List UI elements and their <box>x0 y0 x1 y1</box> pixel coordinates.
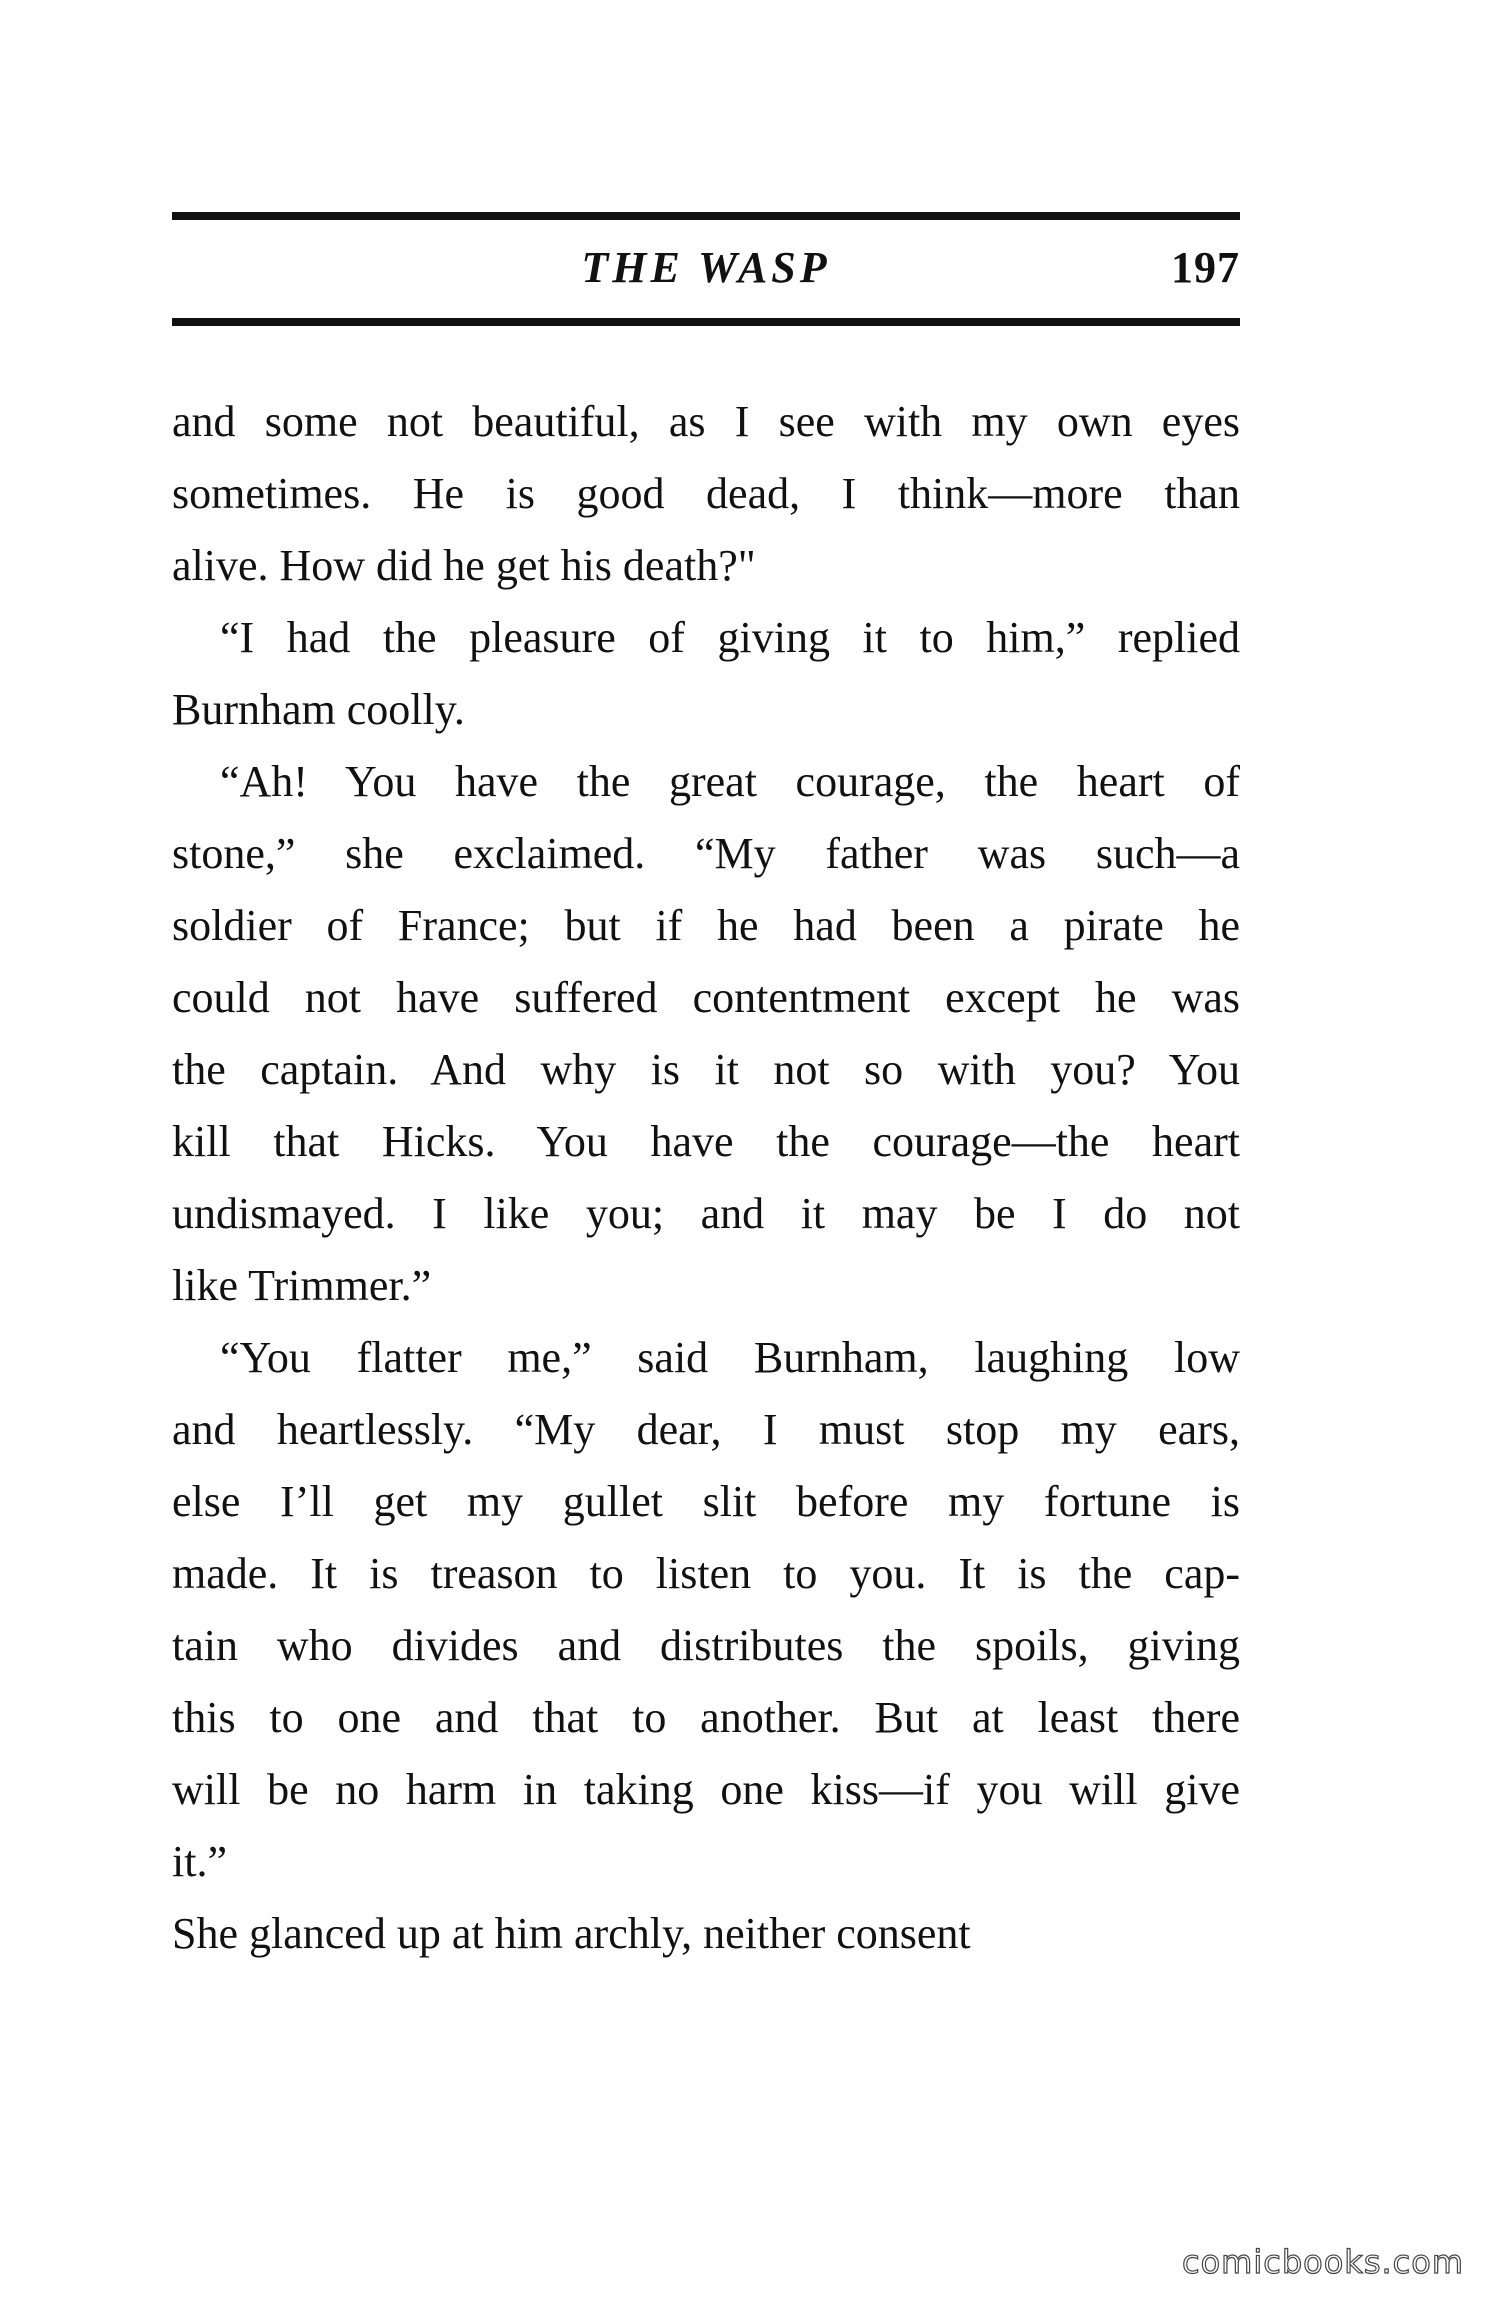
text-line: “You flatter me,” said Burnham, laughing low <box>220 1333 1240 1382</box>
text-line: sometimes. He is good dead, I think—more than <box>172 469 1240 518</box>
text-line: “I had the pleasure of giving it to him,” replied <box>220 613 1240 662</box>
running-head <box>172 236 1240 300</box>
text-line: could not have suffered contentment except he was <box>172 973 1240 1022</box>
text-line: alive. How did he get his death?" <box>172 541 756 590</box>
text-line: stone,” she exclaimed. “My father was such—a <box>172 829 1240 878</box>
body-text <box>172 386 1240 1970</box>
text-line: She glanced up at him archly, neither consent <box>172 1909 971 1958</box>
header-rule-bottom <box>172 318 1240 326</box>
text-line: made. It is treason to listen to you. It is the cap- <box>172 1549 1240 1598</box>
text-line: Burnham coolly. <box>172 685 465 734</box>
text-line: the captain. And why is it not so with you? You <box>172 1045 1240 1094</box>
header-rule-top <box>172 212 1240 220</box>
text-line: it.” <box>172 1837 227 1886</box>
text-line: else I’ll get my gullet slit before my fortune is <box>172 1477 1240 1526</box>
text-line: and heartlessly. “My dear, I must stop my ears, <box>172 1405 1240 1454</box>
text-line: like Trimmer.” <box>172 1261 432 1310</box>
text-line: kill that Hicks. You have the courage—the heart <box>172 1117 1240 1166</box>
text-line: will be no harm in taking one kiss—if you will give <box>172 1765 1240 1814</box>
text-line: undismayed. I like you; and it may be I do not <box>172 1189 1240 1238</box>
text-line: tain who divides and distributes the spoils, giving <box>172 1621 1240 1670</box>
page-number: 197 <box>1171 243 1240 292</box>
text-line: soldier of France; but if he had been a pirate he <box>172 901 1240 950</box>
watermark: comicbooks.com <box>1181 2243 1464 2281</box>
text-line: “Ah! You have the great courage, the heart of <box>220 757 1240 806</box>
text-line: this to one and that to another. But at least there <box>172 1693 1240 1742</box>
text-line: and some not beautiful, as I see with my own eyes <box>172 397 1240 446</box>
running-title: THE WASP <box>581 243 831 292</box>
